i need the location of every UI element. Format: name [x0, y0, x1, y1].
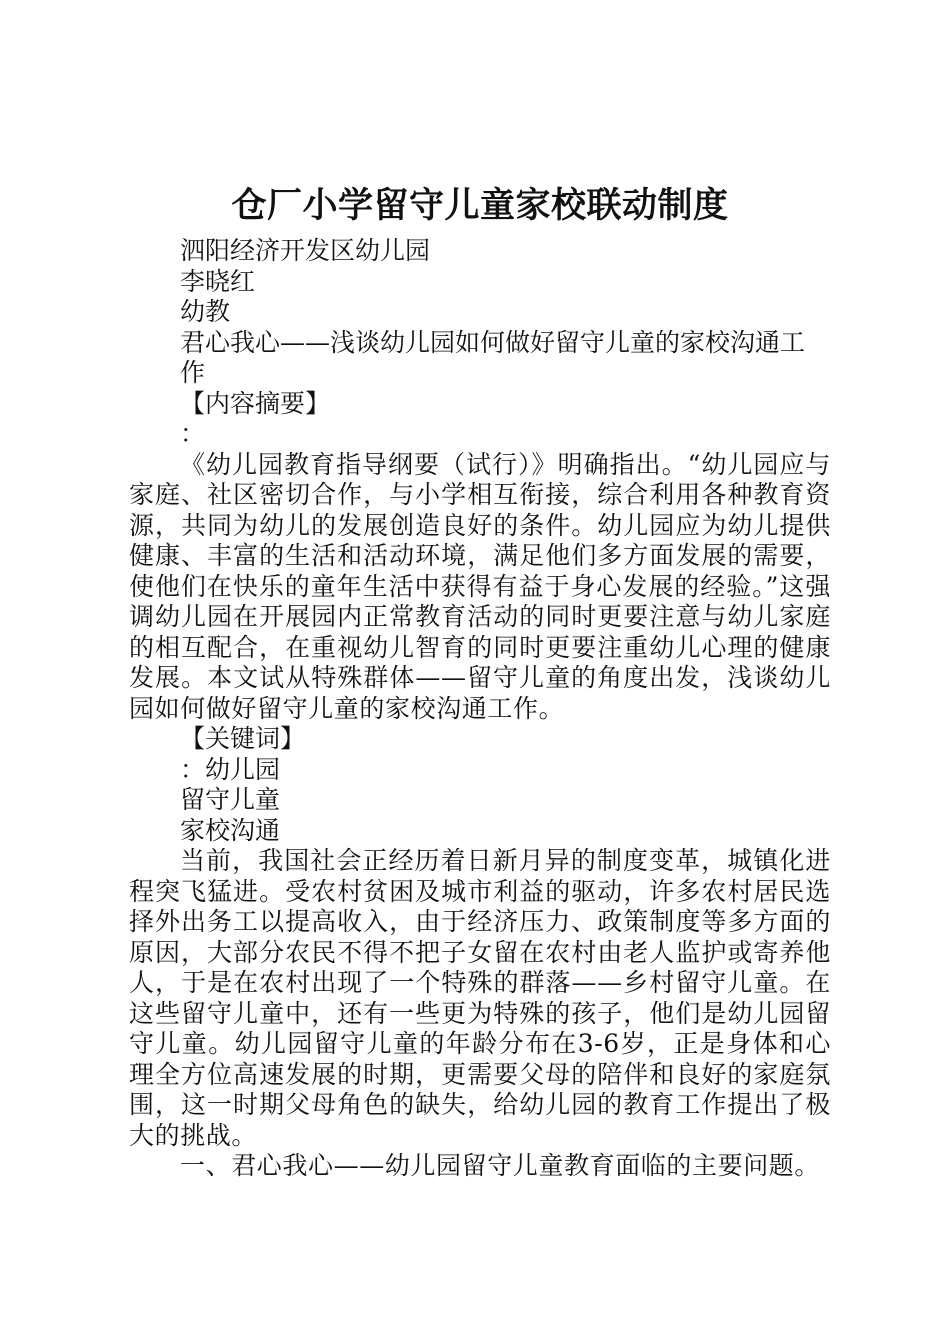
- abstract-paragraph: 《幼儿园教育指导纲要（试行）》明确指出。“幼儿园应与家庭、社区密切合作，与小学相互衔接，综合利用各种教育资源，共同为幼儿的发展创造良好的条件。幼儿园应为幼儿提供健康、丰富的生活和活动环境，满足他们多方面发展的需要，使他们在快乐的童年生活中获得有益于身心发展的经验。”这强调幼儿园在开展园内正常教育活动的同时更要注意与幼儿家庭的相互配合，在重视幼儿智育的同时更要注重幼儿心理的健康发展。本文试从特殊群体——留守儿童的角度出发，浅谈幼儿园如何做好留守儿童的家校沟通工作。: [129, 449, 831, 723]
- keyword-second: 留守儿童: [180, 785, 281, 814]
- keyword-third: 家校沟通: [180, 815, 281, 845]
- subtitle-line: 君心我心——浅谈幼儿园如何做好留守儿童的家校沟通工作: [180, 327, 806, 387]
- abstract-heading: 【内容摘要】: [180, 388, 331, 418]
- abstract-colon: ：: [180, 419, 206, 448]
- keyword-first: ：幼儿园: [180, 754, 281, 784]
- document-title: 仓厂小学留守儿童家校联动制度: [231, 185, 729, 226]
- document-page: [129, 180, 831, 1182]
- organization-line: 泗阳经济开发区幼儿园: [180, 236, 431, 265]
- body-paragraph: 当前，我国社会正经历着日新月异的制度变革，城镇化进程突飞猛进。受农村贫困及城市利益的驱动，许多农村居民选择外出务工以提高收入，由于经济压力、政策制度等多方面的原因，大部分农民不得不把子女留在农村由老人监护或寄养他人，于是在农村出现了一个特殊的群落——乡村留守儿童。在这些留守儿童中，还有一些更为特殊的孩子，他们是幼儿园留守儿童。幼儿园留守儿童的年龄分布在3-6岁，正是身体和心理全方位高速发展的时期，更需要父母的陪伴和良好的家庭氛围，这一时期父母角色的缺失，给幼儿园的教育工作提出了极大的挑战。: [129, 846, 831, 1150]
- section-heading: 一、君心我心——幼儿园留守儿童教育面临的主要问题。: [180, 1151, 821, 1180]
- author-line: 李晓红: [180, 266, 256, 296]
- keywords-heading: 【关键词】: [180, 724, 306, 753]
- category-line: 幼教: [180, 297, 231, 326]
